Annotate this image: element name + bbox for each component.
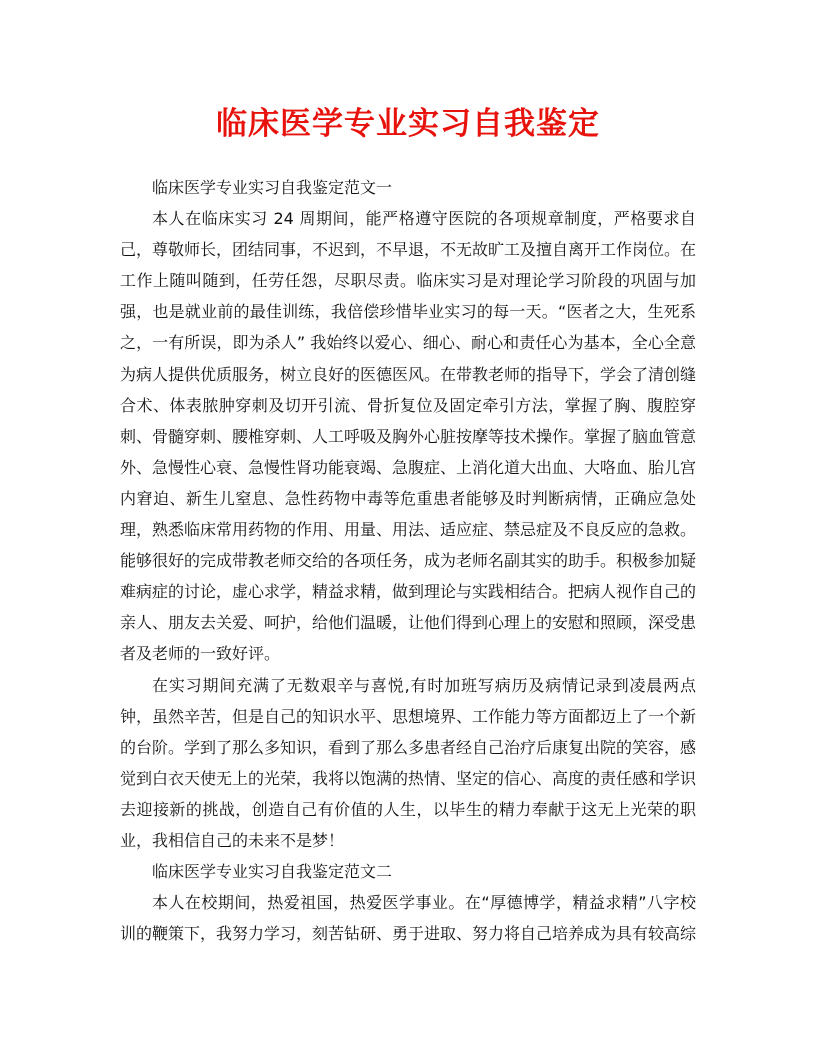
document-title: 临床医学专业实习自我鉴定: [216, 106, 600, 142]
body-paragraph: 在实习期间充满了无数艰辛与喜悦,有时加班写病历及病情记录到凌晨两点钟，虽然辛苦，但是自己的知识水平、思想境界、工作能力等方面都迈上了一个新的台阶。学到了那么多知识，看到了那么多患者经自己治疗后康复出院的笑容，感觉到白衣天使无上的光荣，我将以饱满的热情、坚定的信心、高度的责任感和学识去迎接新的挑战，创造自己有价值的人生，以毕生的精力奉献于这无上光荣的职业，我相信自己的未来不是梦！: [120, 675, 697, 850]
body-paragraph: 本人在校期间，热爱祖国，热爱医学事业。在“厚德博学，精益求精”八字校训的鞭策下，我努力学习，刻苦钻研、勇于进取、努力将自己培养成为具有较高综: [120, 893, 697, 944]
document-body: [120, 172, 696, 949]
body-paragraph: 本人在临床实习 24 周期间，能严格遵守医院的各项规章制度，严格要求自己，尊敬师长，团结同事，不迟到，不早退，不无故旷工及擅自离开工作岗位。在工作上随叫随到，任劳任怨，尽职尽责。临床实习是对理论学习阶段的巩固与加强，也是就业前的最佳训练，我倍偿珍惜毕业实习的每一天。“医者之大，生死系之，一有所误，即为杀人” 我始终以爱心、细心、耐心和责任心为基本，全心全意为病人提供优质服务，树立良好的医德医风。在带教老师的指导下，学会了清创缝合术、体表脓肿穿刺及切开引流、骨折复位及固定牵引方法，掌握了胸、腹腔穿刺、骨髓穿刺、腰椎穿刺、人工呼吸及胸外心脏按摩等技术操作。掌握了脑血管意外、急慢性心衰、急慢性肾功能衰竭、急腹症、上消化道大出血、大咯血、胎儿宫内窘迫、新生儿窒息、急性药物中毒等危重患者能够及时判断病情，正确应急处理，熟悉临床常用药物的作用、用量、用法、适应症、禁忌症及不良反应的急救。能够很好的完成带教老师交给的各项任务，成为老师名副其实的助手。积极参加疑难病症的讨论，虚心求学，精益求精，做到理论与实践相结合。把病人视作自己的亲人、朋友去关爱、呵护，给他们温暖，让他们得到心理上的安慰和照顾，深受患者及老师的一致好评。: [120, 209, 697, 664]
section-heading-sample-two: 临床医学专业实习自我鉴定范文二: [152, 862, 393, 882]
section-heading-sample-one: 临床医学专业实习自我鉴定范文一: [152, 178, 393, 197]
